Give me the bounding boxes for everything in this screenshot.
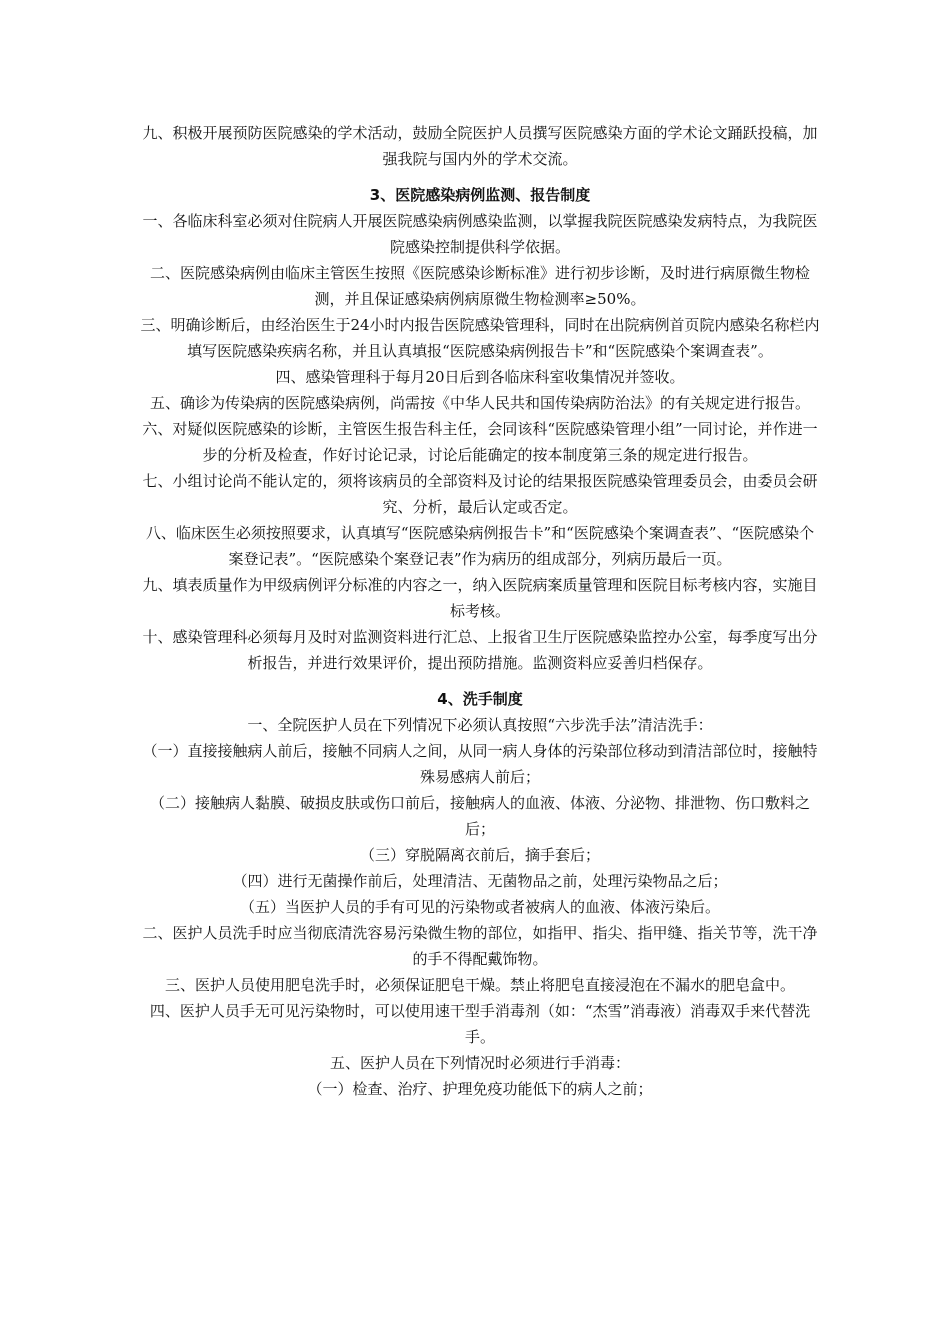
section-4-item: （一）检查、治疗、护理免疫功能低下的病人之前；	[307, 1080, 653, 1098]
section-3-item: 六、对疑似医院感染的诊断，主管医生报告科主任，会同该科“医院感染管理小组”一同讨论，并作进一步的分析及检查，作好讨论记录，讨论后能确定的按本制度第三条的规定进行报告。	[142, 420, 818, 464]
section-4-item: （二）接触病人黏膜、破损皮肤或伤口前后，接触病人的血液、体液、分泌物、排泄物、伤口敷料之后；	[149, 794, 810, 838]
document-page	[140, 120, 820, 1102]
section-3-item: 二、医院感染病例由临床主管医生按照《医院感染诊断标准》进行初步诊断，及时进行病原微生物检测，并且保证感染病例病原微生物检测率≥50%。	[149, 264, 810, 308]
section-3-item: 一、各临床科室必须对住院病人开展医院感染病例感染监测，以掌握我院医院感染发病特点，为我院医院感染控制提供科学依据。	[142, 212, 818, 256]
intro-paragraph: 九、积极开展预防医院感染的学术活动，鼓励全院医护人员撰写医院感染方面的学术论文踊跃投稿，加强我院与国内外的学术交流。	[142, 124, 818, 168]
section-4-item: （一）直接接触病人前后，接触不同病人之间，从同一病人身体的污染部位移动到清洁部位时，接触特殊易感病人前后；	[142, 742, 818, 786]
section-4-item: 三、医护人员使用肥皂洗手时，必须保证肥皂干燥。禁止将肥皂直接浸泡在不漏水的肥皂盒中。	[164, 976, 795, 994]
section-3-item: 三、明确诊断后，由经治医生于24小时内报告医院感染管理科，同时在出院病例首页院内感染名称栏内填写医院感染疾病名称，并且认真填报“医院感染病例报告卡”和“医院感染个案调查表”。	[140, 316, 820, 360]
section-3-item: 八、临床医生必须按照要求，认真填写“医院感染病例报告卡”和“医院感染个案调查表”、“医院感染个案登记表”。“医院感染个案登记表”作为病历的组成部分，列病历最后一页。	[145, 524, 815, 568]
section-3-item: 九、填表质量作为甲级病例评分标准的内容之一，纳入医院病案质量管理和医院目标考核内容，实施目标考核。	[142, 576, 818, 620]
section-4-item: 一、全院医护人员在下列情况下必须认真按照“六步洗手法”清洁洗手：	[247, 716, 713, 734]
section-3-item: 四、感染管理科于每月20日后到各临床科室收集情况并签收。	[275, 368, 685, 386]
section-3-title: 3、医院感染病例监测、报告制度	[369, 186, 591, 204]
section-4-item: 四、医护人员手无可见污染物时，可以使用速干型手消毒剂（如：“杰雪”消毒液）消毒双手来代替洗手。	[149, 1002, 811, 1046]
section-3-item: 七、小组讨论尚不能认定的，须将该病员的全部资料及讨论的结果报医院感染管理委员会，由委员会研究、分析，最后认定或否定。	[142, 472, 818, 516]
section-4-item: 二、医护人员洗手时应当彻底清洗容易污染微生物的部位，如指甲、指尖、指甲缝、指关节等，洗干净的手不得配戴饰物。	[142, 924, 818, 968]
section-3-item: 十、感染管理科必须每月及时对监测资料进行汇总、上报省卫生厅医院感染监控办公室，每季度写出分析报告，并进行效果评价，提出预防措施。监测资料应妥善归档保存。	[142, 628, 818, 672]
section-4-item: （四）进行无菌操作前后，处理清洁、无菌物品之前，处理污染物品之后；	[232, 872, 728, 890]
section-4-item: （三）穿脱隔离衣前后，摘手套后；	[359, 846, 600, 864]
section-4-item: （五）当医护人员的手有可见的污染物或者被病人的血液、体液污染后。	[239, 898, 720, 916]
section-4-item: 五、医护人员在下列情况时必须进行手消毒：	[329, 1054, 630, 1072]
section-3-item: 五、确诊为传染病的医院感染病例，尚需按《中华人民共和国传染病防治法》的有关规定进行报告。	[149, 394, 810, 412]
section-4-title: 4、洗手制度	[437, 690, 523, 708]
